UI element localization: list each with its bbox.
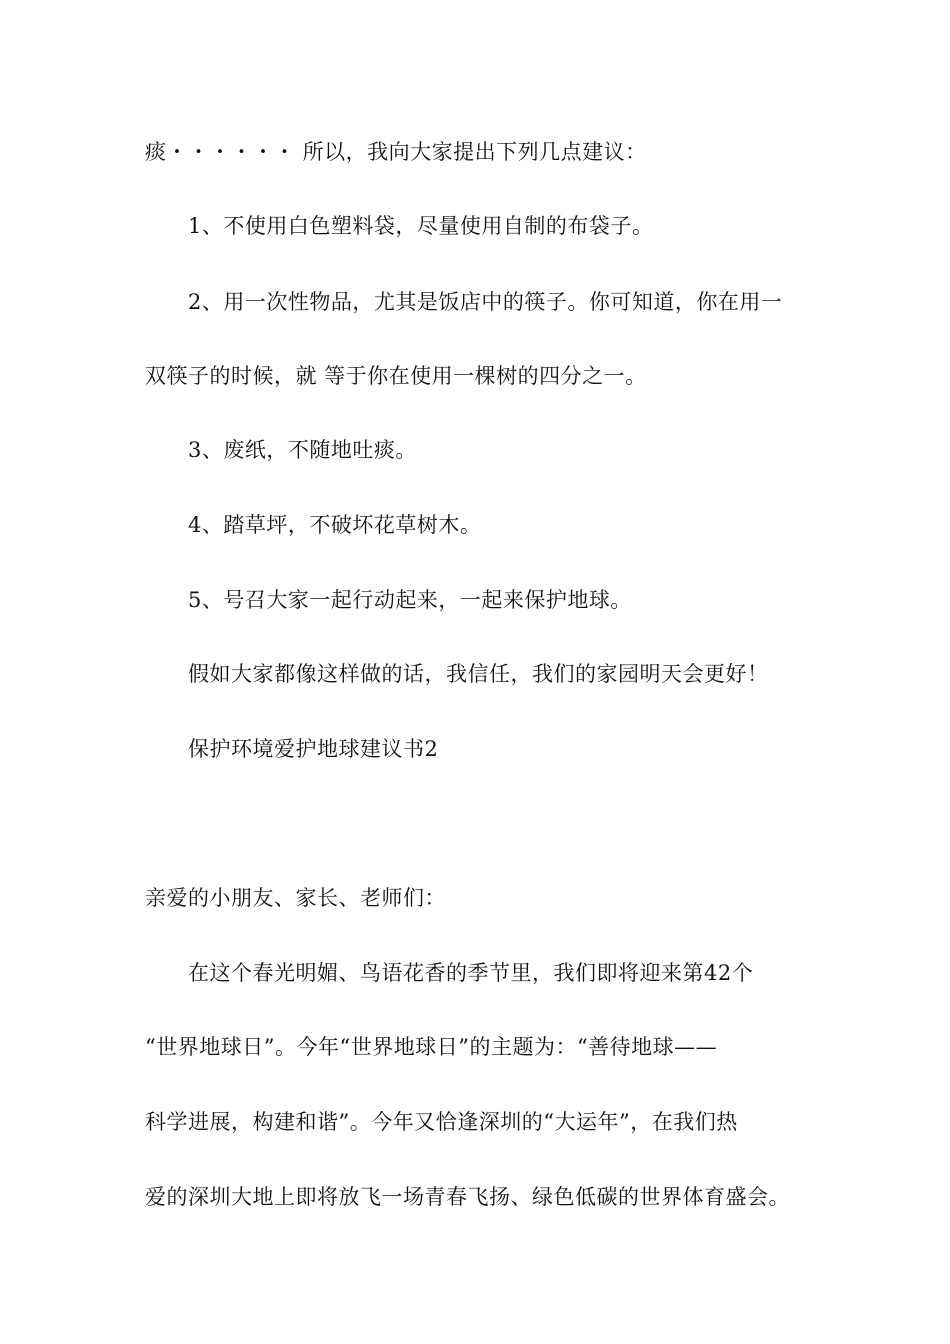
body-paragraph-line-1: 在这个春光明媚、鸟语花香的季节里，我们即将迎来第42个 xyxy=(188,961,754,985)
salutation: 亲爱的小朋友、家长、老师们： xyxy=(145,886,446,910)
paragraph-line-intro: 痰・・・・・・ 所以，我向大家提出下列几点建议： xyxy=(145,140,647,164)
suggestion-item-3: 3、废纸，不随地吐痰。 xyxy=(188,438,417,462)
suggestion-item-4: 4、踏草坪，不破坏花草树木。 xyxy=(188,513,482,537)
suggestion-item-5: 5、号召大家一起行动起来，一起来保护地球。 xyxy=(188,588,632,612)
body-paragraph-line-4: 爱的深圳大地上即将放飞一场青春飞扬、绿色低碳的世界体育盛会。 xyxy=(145,1185,790,1209)
suggestion-item-1: 1、不使用白色塑料袋，尽量使用自制的布袋子。 xyxy=(188,214,654,238)
suggestion-item-2: 2、用一次性物品，尤其是饭店中的筷子。你可知道，你在用一 xyxy=(188,290,783,314)
body-paragraph-line-2: “世界地球日”。今年“世界地球日”的主题为：“善待地球—— xyxy=(145,1035,718,1059)
closing-paragraph: 假如大家都像这样做的话，我信任，我们的家园明天会更好！ xyxy=(188,662,769,686)
body-paragraph-line-3: 科学进展，构建和谐”。今年又恰逢深圳的“大运年”，在我们热 xyxy=(145,1110,738,1134)
suggestion-item-2-continued: 双筷子的时候，就 等于你在使用一棵树的四分之一。 xyxy=(145,364,647,388)
section-heading: 保护环境爱护地球建议书2 xyxy=(188,737,439,761)
